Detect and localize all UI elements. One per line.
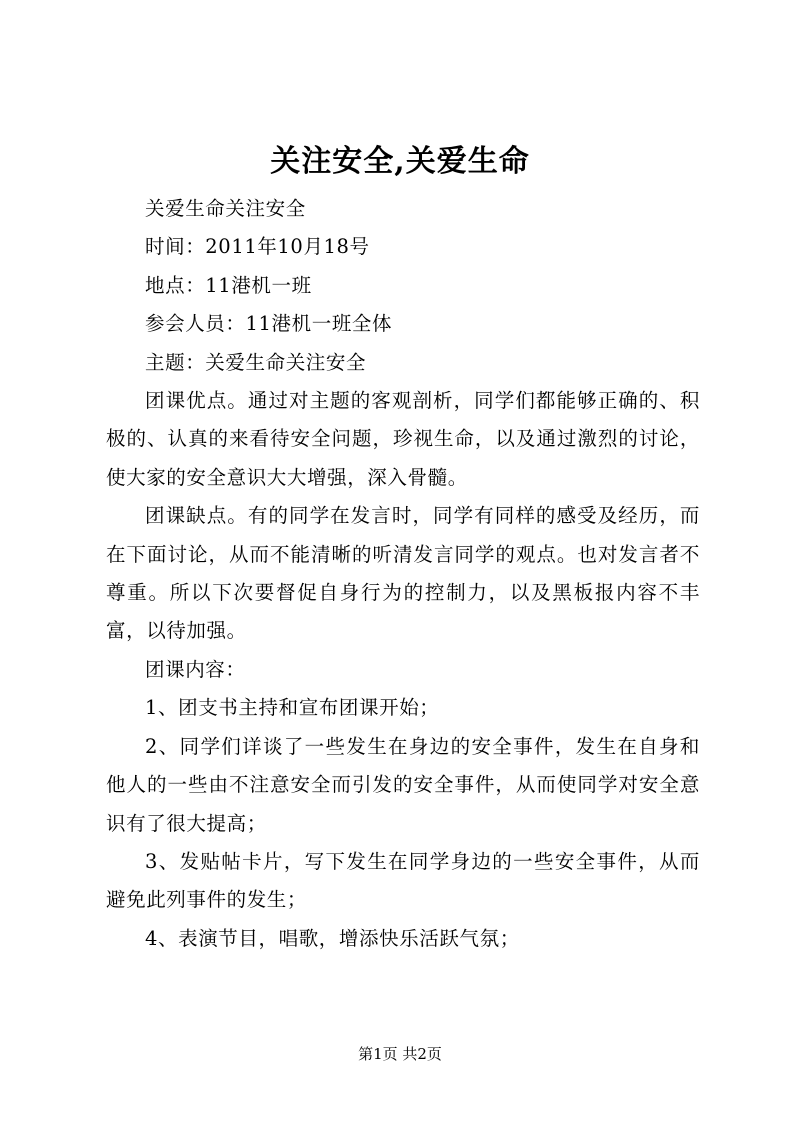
- document-body: [106, 190, 700, 958]
- list-item: 3、发贴帖卡片，写下发生在同学身边的一些安全事件，从而避免此列事件的发生；: [106, 849, 700, 912]
- list-item: 4、表演节目，唱歌，增添快乐活跃气氛；: [145, 926, 520, 950]
- meeting-time: 时间：2011年10月18号: [145, 235, 370, 259]
- meeting-attendees: 参会人员：11港机一班全体: [145, 312, 393, 336]
- page-footer: 第1页 共2页: [358, 1045, 442, 1063]
- content-heading: 团课内容：: [145, 657, 246, 681]
- paragraph-weaknesses: 团课缺点。有的同学在发言时，同学有同样的感受及经历，而在下面讨论，从而不能清晰的听清发言同学的观点。也对发言者不尊重。所以下次要督促自身行为的控制力，以及黑板报内容不丰富，以待加强。: [106, 504, 700, 643]
- meeting-location: 地点：11港机一班: [145, 273, 312, 297]
- meeting-theme: 主题：关爱生命关注安全: [145, 350, 367, 374]
- list-item: 2、同学们详谈了一些发生在身边的安全事件，发生在自身和他人的一些由不注意安全而引发的安全事件，从而使同学对安全意识有了很大提高；: [106, 734, 700, 835]
- paragraph-strengths: 团课优点。通过对主题的客观剖析，同学们都能够正确的、积极的、认真的来看待安全问题，珍视生命，以及通过激烈的讨论，使大家的安全意识大大增强，深入骨髓。: [106, 389, 700, 489]
- page-title: 关注安全,关爱生命: [270, 144, 530, 179]
- subtitle-line: 关爱生命关注安全: [145, 197, 306, 220]
- list-item: 1、团支书主持和宣布团课开始；: [145, 696, 440, 720]
